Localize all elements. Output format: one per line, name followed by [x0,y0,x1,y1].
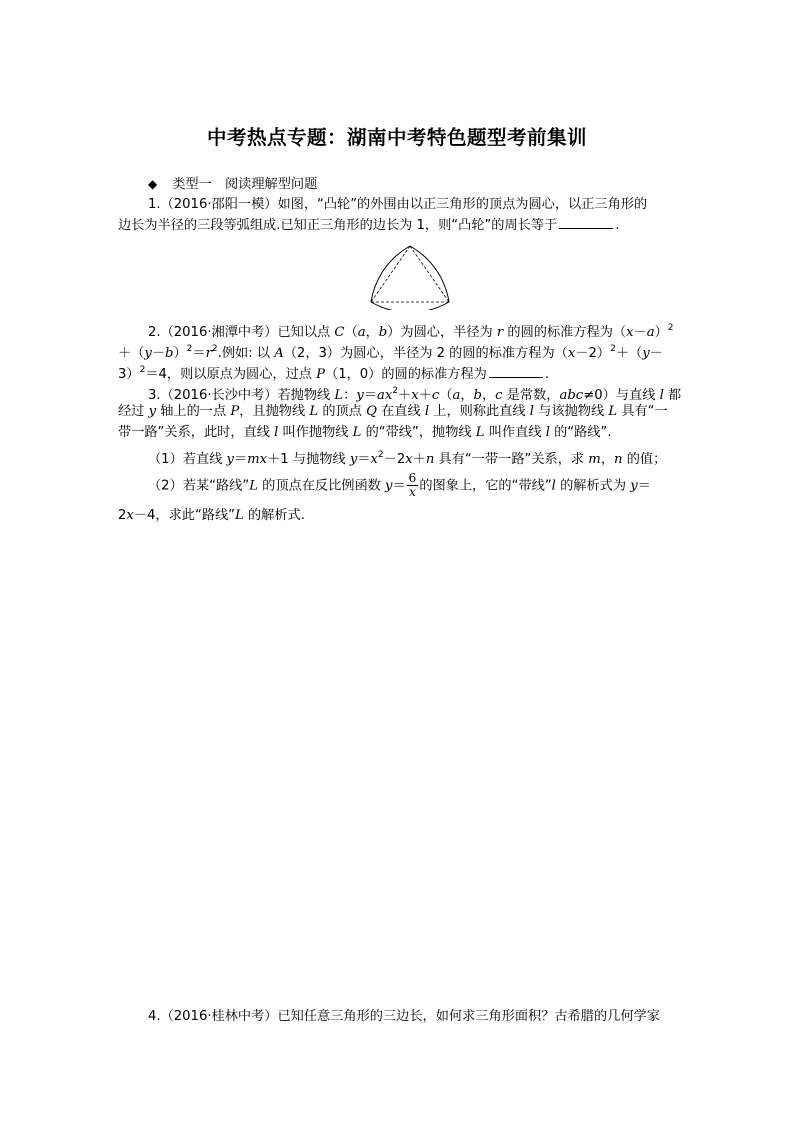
q3-text: 3.（2016·长沙中考）若抛物线 [148,388,335,403]
q3-var: L [235,508,244,523]
q2-text: － [633,325,647,340]
q3-var: ax [377,388,393,403]
triangle-side-left [371,246,410,302]
q2-text: 的圆的标准方程为（ [503,325,627,340]
q3-var: y [356,388,364,403]
q3-var: l [274,425,279,440]
q3-text: 具有“一 [617,404,668,419]
q2-sup: 2 [667,323,674,333]
q3-var: L [352,425,362,440]
q1-answer-blank [559,216,613,229]
q3-var: y [349,452,358,467]
q2-text: ＋（ [118,346,145,361]
q3-var: abc [559,388,584,403]
q2-var: a [646,325,655,340]
q3-line3 [118,424,612,442]
q2-text: － [649,346,663,361]
q3-text: ＋1 与抛物线 [267,452,350,467]
q2-text: . [544,367,550,382]
q3-var: x [370,452,378,467]
q3-text: 的“带线”，抛物线 [361,425,476,440]
q3-var: P [230,404,240,419]
q2-text: 3） [118,367,140,382]
q2-text: ＝4，则以原点为圆心，过点 [145,367,317,382]
q3-text: 的解析式为 [555,478,631,494]
q3-sub2-cont [118,507,305,525]
q3-text: （1）若直线 [148,452,227,467]
cam-outline [371,246,449,310]
diamond-bullet-icon: ◆ [148,177,158,191]
q4-line1: 4.（2016·桂林中考）已知任意三角形的三边长，如何求三角形面积？古希腊的几何学家 [148,1009,660,1024]
q3-text: 叫作直线 [484,425,546,440]
fraction-denominator: x [409,485,416,499]
q2-text: .例如: 以 [217,346,275,361]
q3-var: a [452,388,461,403]
triangle-side-right [410,246,449,302]
q3-text: ＋ [412,452,426,467]
q2-sup: 2 [211,344,218,354]
q3-var: x [411,388,419,403]
fraction-numerator: 6 [408,471,417,485]
q3-text: ＝ [363,388,377,403]
q2-line1 [148,319,674,342]
q3-var: y [385,478,393,494]
q3-text: 在直线 [376,404,425,419]
q2-text: ） [654,325,668,340]
q3-sub2 [148,472,651,499]
q2-var: C [334,325,345,340]
q3-var: L [334,388,344,403]
q3-text: ≠0）与直线 [583,388,660,403]
cam-figure [368,242,452,310]
q3-text: ＝ [233,452,248,467]
q3-text: 的“路线”. [549,425,612,440]
q2-var: b [165,346,174,361]
q2-text: －2） [575,346,611,361]
q3-var: l [545,425,550,440]
q2-var: A [274,346,284,361]
q3-var: l [424,404,430,419]
q3-text: ，且抛物线 [239,404,310,419]
q3-var: L [249,478,258,494]
q1-line1: 1.（2016·邵阳一模）如图，“凸轮”的外围由以正三角形的顶点为圆心，以正三角形的 [148,197,648,212]
q3-text: （ [439,388,453,403]
q3-var: c [495,388,503,403]
q2-line3 [118,361,549,384]
q2-var: b [378,325,388,340]
q3-text: 都 [663,388,682,403]
q3-text: 的顶点 [318,404,367,419]
q3-text: 是常数， [502,388,560,403]
q2-var: a [357,325,366,340]
q3-sup: 2 [377,450,384,460]
q3-var: m [588,452,601,467]
q3-sup: 2 [392,386,399,396]
q2-sup: 2 [610,344,616,354]
q2-answer-blank [489,365,543,378]
q3-var: c [431,388,440,403]
q2-var: x [626,325,634,340]
q2-text: 2.（2016·湘潭中考）已知以点 [148,325,335,340]
q3-text: ＝ [357,452,371,467]
q3-var: L [608,404,618,419]
q3-text: 的解析式. [243,508,305,523]
q3-text: ＋ [418,388,432,403]
q3-var: x [126,508,134,523]
q2-var: y [642,346,650,361]
q3-line1 [148,382,681,405]
q3-text: 叫作抛物线 [278,425,353,440]
q3-text: 轴上的一点 [156,404,231,419]
q3-var: L [309,404,319,419]
q3-var: Q [366,404,377,419]
q2-text: ）为圆心，半径为 [387,325,497,340]
q3-var: L [475,425,485,440]
q2-var: r [496,325,504,340]
q3-var: x [405,452,413,467]
q2-text: ， [365,325,379,340]
q3-text: ＝ [637,478,651,494]
q1-line2-text: 边长为半径的三段等弧组成.已知正三角形的边长为 1，则“凸轮”的周长等于 [118,218,558,233]
q3-var: mx [247,452,268,467]
q2-var: r [205,346,212,361]
q3-text: 的值； [622,452,667,467]
q3-text: 2 [118,508,127,523]
fraction-6-over-x [407,472,419,499]
q1-line2-end: . [615,218,620,233]
q3-text: －2 [383,452,406,467]
q3-text: （2）若某“路线” [148,478,250,494]
q2-sup: 2 [139,365,146,375]
q3-text: 上，则称此直线 [429,404,530,419]
section-label: 类型一 阅读理解型问题 [172,177,318,192]
q3-text: ＋ [398,388,412,403]
q3-var: n [425,452,435,467]
q3-text: －4，求此“路线” [133,508,236,523]
q3-text: ＝ [392,478,406,494]
q2-line2 [118,340,663,363]
q3-text: 的图象上，它的“带线” [419,478,552,494]
page-title: 中考热点专题：湖南中考特色题型考前集训 [206,126,587,149]
q2-sup: 2 [186,344,193,354]
q3-var: y [226,452,234,467]
q2-text: （2，3）为圆心，半径为 2 的圆的标准方程为（ [283,346,568,361]
q3-var: n [614,452,623,467]
q2-text: ） [173,346,187,361]
q3-text: ： [343,388,357,403]
q2-text: （1，0）的圆的标准方程为 [325,367,487,382]
q3-text: ， [460,388,474,403]
q2-text: （ [344,325,358,340]
q3-var: l [551,478,556,494]
q1-line2 [118,216,619,235]
q3-var: y [630,478,638,494]
q2-text: ＋（ [615,346,643,361]
q2-text: ＝ [192,346,206,361]
q3-text: 经过 [118,404,149,419]
q3-text: 带一路”关系，此时，直线 [118,425,275,440]
q3-text: 的顶点在反比例函数 [257,478,386,494]
q3-var: b [473,388,482,403]
q3-text: ， [481,388,496,403]
q2-text: － [151,346,166,361]
q2-var: P [316,367,326,382]
q3-sub1 [148,446,666,469]
q3-text: 与该抛物线 [534,404,609,419]
q2-var: y [144,346,152,361]
section-heading [148,175,317,194]
q3-text: ， [600,452,614,467]
q2-var: x [567,346,576,361]
q3-line2 [118,403,668,421]
q3-var: l [529,404,534,419]
q3-var: y [148,404,157,419]
q3-var: l [659,388,664,403]
q3-text: 具有“一带一路”关系，求 [434,452,589,467]
